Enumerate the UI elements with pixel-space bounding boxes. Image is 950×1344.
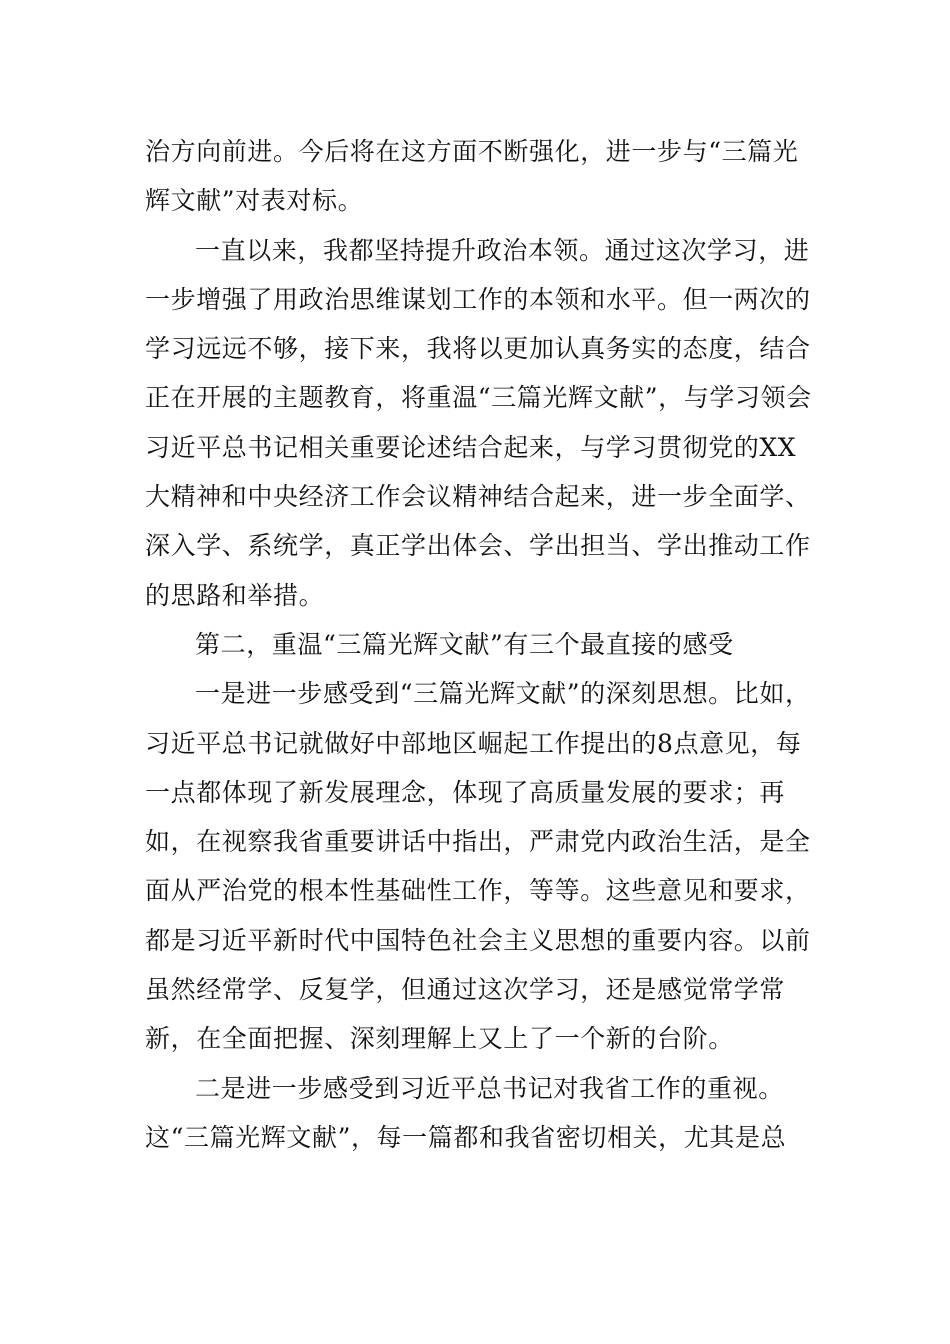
section-heading-second: 第二，重温“三篇光辉文献”有三个最直接的感受 [195,629,734,659]
paragraph-attention: 二是进一步感受到习近平总书记对我省工作的重视。这“三篇光辉文献”，每一篇都和我省密切相关，尤其是总 [145,1073,787,1152]
paragraph-profound-thought: 一是进一步感受到“三篇光辉文献”的深刻思想。比如，习近平总书记就做好中部地区崛起工作提出的8点意见，每一点都体现了新发展理念，体现了高质量发展的要求；再如，在视察我省重要讲话中指出，严肃党内政治生活，是全面从严治党的根本性基础性工作，等等。这些意见和要求，都是习近平新时代中国特色社会主义思想的重要内容。以前虽然经常学、反复学，但通过这次学习，还是感觉常学常新，在全面把握、深刻理解上又上了一个新的台阶。 [145,679,811,1054]
paragraph-continuation: 治方向前进。今后将在这方面不断强化，进一步与“三篇光辉文献”对表对标。 [145,137,799,216]
document-body [145,127,815,1162]
paragraph-political-ability: 一直以来，我都坚持提升政治本领。通过这次学习，进一步增强了用政治思维谋划工作的本领和水平。但一两次的学习远远不够，接下来，我将以更加认真务实的态度，结合正在开展的主题教育，将重温“三篇光辉文献”，与学习领会习近平总书记相关重要论述结合起来，与学习贯彻党的XX大精神和中央经济工作会议精神结合起来，进一步全面学、深入学、系统学，真正学出体会、学出担当、学出推动工作的思路和举措。 [145,235,812,610]
